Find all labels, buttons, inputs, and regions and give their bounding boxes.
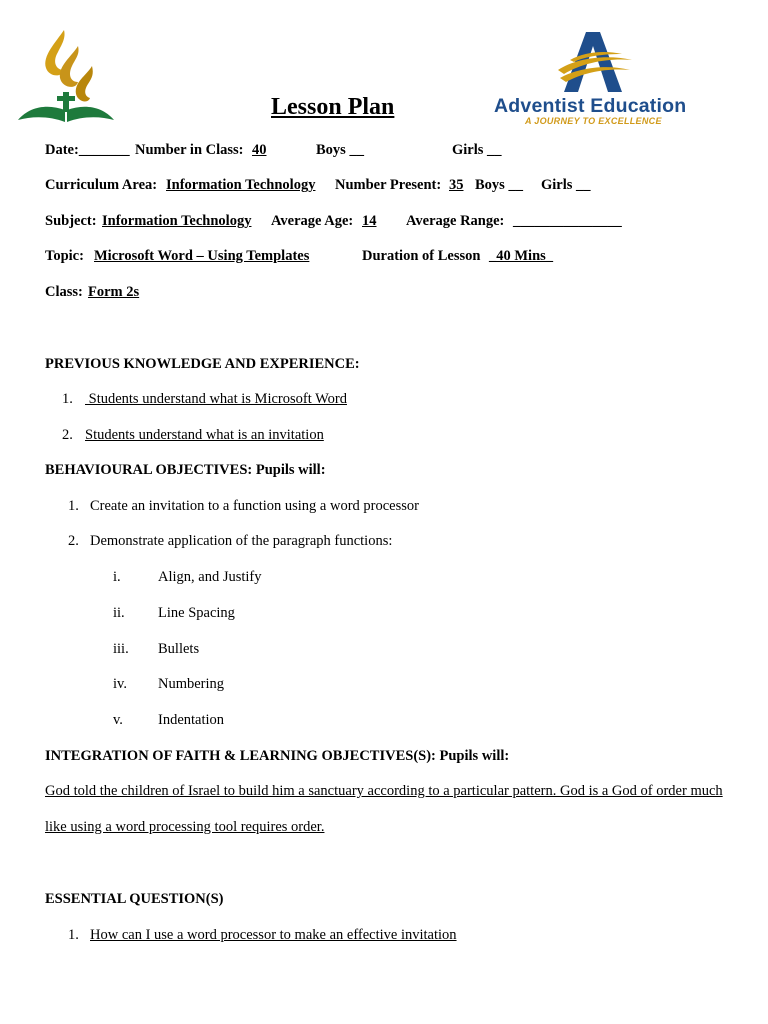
girls-blank-2[interactable]: __: [576, 177, 591, 193]
objectives-heading: BEHAVIOURAL OBJECTIVES: Pupils will:: [45, 462, 326, 478]
sub-item: Align, and Justify: [158, 569, 262, 585]
topic-label: Topic:: [45, 248, 84, 264]
avg-age-value: 14: [362, 213, 377, 229]
essential-heading: ESSENTIAL QUESTION(S): [45, 891, 224, 907]
integration-text: God told the children of Israel to build him a sanctuary according to a particular pattern. God is a God of order much like using a word processing tool requires order.: [45, 783, 723, 835]
sub-item: Numbering: [158, 676, 225, 692]
class-value: Form 2s: [88, 284, 140, 300]
list-item-number: 1.: [68, 498, 79, 514]
subject-value: Information Technology: [102, 213, 252, 229]
present-value: 35: [449, 177, 464, 193]
curriculum-value: Information Technology: [166, 177, 316, 193]
list-item: Demonstrate application of the paragraph functions:: [90, 533, 393, 549]
adventist-education-logo: [494, 30, 710, 128]
boys-label-1: Boys __: [316, 142, 364, 158]
page-title: Lesson Plan: [271, 94, 395, 120]
boys-blank-1[interactable]: __: [349, 142, 364, 158]
sub-item: Bullets: [158, 641, 200, 657]
avg-age-label: Average Age:: [271, 213, 354, 229]
list-item: Create an invitation to a function using a word processor: [90, 498, 419, 514]
list-item-number: 1.: [62, 391, 73, 407]
girls-label-1: Girls __: [452, 142, 502, 158]
present-label: Number Present:: [335, 177, 442, 193]
sub-item: Line Spacing: [158, 605, 235, 621]
class-size-value: 40: [252, 142, 267, 158]
boys-label-2: Boys __: [475, 177, 523, 193]
sub-item-number: iii.: [113, 641, 129, 657]
class-label: Class:: [45, 284, 83, 300]
list-item: How can I use a word processor to make an effective invitation: [90, 927, 457, 943]
avg-range-blank[interactable]: _______________: [513, 213, 622, 229]
list-item-number: 2.: [62, 427, 73, 443]
sub-item-number: v.: [113, 712, 123, 728]
avg-range-label: Average Range:: [406, 213, 505, 229]
sub-item-number: i.: [113, 569, 121, 585]
adventist-education-logo-icon: [556, 30, 634, 96]
subject-label: Subject:: [45, 213, 97, 229]
duration-value: _40 Mins_: [489, 248, 554, 264]
list-item: Students understand what is Microsoft Word: [85, 391, 347, 407]
date-label: Date:_______: [45, 142, 130, 158]
girls-blank-1[interactable]: __: [487, 142, 502, 158]
integration-heading: INTEGRATION OF FAITH & LEARNING OBJECTIVES(S): Pupils will:: [45, 748, 510, 764]
sda-flame-bible-logo-icon: [16, 26, 116, 124]
girls-label-2: Girls __: [541, 177, 591, 193]
list-item-number: 1.: [68, 927, 79, 943]
topic-value: Microsoft Word – Using Templates: [94, 248, 310, 264]
sub-item-number: ii.: [113, 605, 125, 621]
curriculum-label: Curriculum Area:: [45, 177, 158, 193]
list-item: Students understand what is an invitation: [85, 427, 324, 443]
sub-item: Indentation: [158, 712, 225, 728]
previous-knowledge-heading: PREVIOUS KNOWLEDGE AND EXPERIENCE:: [45, 356, 360, 372]
boys-blank-2[interactable]: __: [508, 177, 523, 193]
sub-item-number: iv.: [113, 676, 127, 692]
brand-tagline: A JOURNEY TO EXCELLENCE: [525, 116, 662, 126]
duration-label: Duration of Lesson: [362, 248, 481, 264]
brand-name: Adventist Education: [494, 95, 687, 117]
date-blank[interactable]: _______: [78, 142, 130, 158]
class-size-label: Number in Class:: [135, 142, 244, 158]
list-item-number: 2.: [68, 533, 79, 549]
